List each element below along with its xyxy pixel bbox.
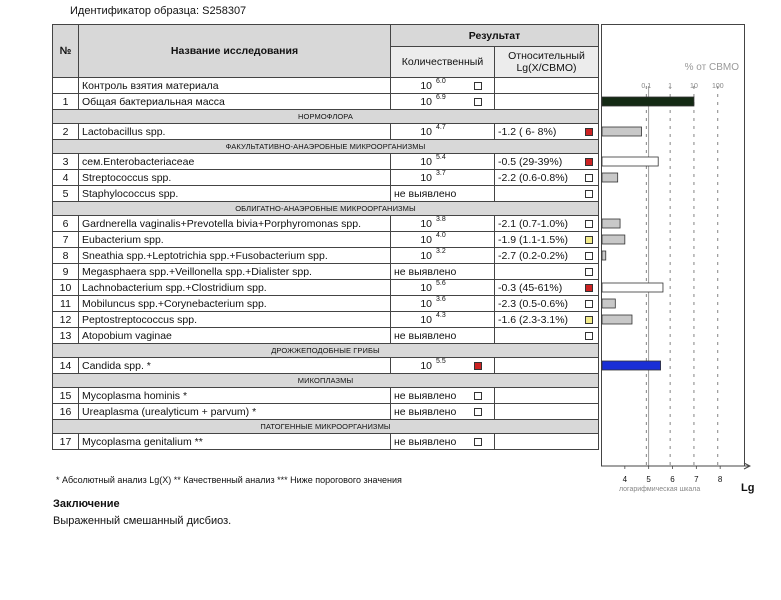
footnote: * Абсолютный анализ Lg(X) ** Качественный анализ *** Ниже порогового значения: [56, 475, 402, 485]
chart-bar: [602, 299, 615, 308]
section-label: НОРМОФЛОРА: [53, 110, 599, 124]
row-number: 4: [53, 170, 79, 186]
rel-status-box: [585, 332, 593, 340]
qty-not-detected: не выявлено: [394, 389, 457, 402]
col-header-result: Результат: [391, 25, 599, 47]
qty-status-box: [474, 98, 482, 106]
qty-base: 10: [420, 217, 432, 230]
qty-status-box: [474, 362, 482, 370]
row-number: 13: [53, 328, 79, 344]
table-row: [53, 296, 599, 312]
test-name: Peptostreptococcus spp.: [79, 312, 391, 328]
col-header-name: Название исследования: [79, 25, 391, 78]
top-tick-label: 10: [690, 83, 698, 90]
table-row: [53, 280, 599, 296]
top-tick-label: 1: [668, 83, 673, 90]
row-number: [53, 78, 79, 94]
section-header: [53, 140, 599, 154]
log-scale-chart: [601, 24, 751, 470]
row-number: 7: [53, 232, 79, 248]
table-row: [53, 216, 599, 232]
qty-base: 10: [420, 281, 432, 294]
relative-value: -0.5 (29-39%): [498, 155, 563, 168]
relative-value: -2.2 (0.6-0.8%): [498, 171, 569, 184]
table-row: [53, 328, 599, 344]
qty-exponent: 5.6: [436, 280, 446, 287]
qty-exponent: 3.2: [436, 248, 446, 255]
relative-value: -2.1 (0.7-1.0%): [498, 217, 569, 230]
test-name: Ureaplasma (urealyticum + parvum) *: [79, 404, 391, 420]
x-tick-label: 7: [694, 475, 699, 484]
qty-exponent: 5.4: [436, 154, 446, 161]
chart-bar: [602, 251, 606, 260]
relative-value: -2.7 (0.2-0.2%): [498, 249, 569, 262]
qty-exponent: 6.9: [436, 94, 446, 101]
qty-exponent: 5.5: [436, 358, 446, 365]
chart-bar: [602, 173, 618, 182]
row-number: 9: [53, 264, 79, 280]
qty-not-detected: не выявлено: [394, 265, 457, 278]
table-row: [53, 170, 599, 186]
table-row: [53, 232, 599, 248]
qty-not-detected: не выявлено: [394, 329, 457, 342]
top-tick-label: 100: [711, 83, 724, 90]
rel-status-box: [585, 252, 593, 260]
col-header-qty: Количественный: [391, 47, 495, 78]
table-row: [53, 124, 599, 140]
rel-status-box: [585, 190, 593, 198]
qty-exponent: 3.7: [436, 170, 446, 177]
test-name: Mycoplasma genitalium **: [79, 434, 391, 450]
col-header-num: №: [53, 25, 79, 78]
axis-scale-label: логарифмическая шкала: [619, 486, 701, 493]
table-row: [53, 434, 599, 450]
section-label: ДРОЖЖЕПОДОБНЫЕ ГРИБЫ: [53, 344, 599, 358]
chart-bar: [602, 315, 632, 324]
qty-status-box: [474, 438, 482, 446]
row-number: 8: [53, 248, 79, 264]
row-number: 5: [53, 186, 79, 202]
section-header: [53, 344, 599, 358]
test-name: Candida spp. *: [79, 358, 391, 374]
test-name: сем.Enterobacteriaceae: [79, 154, 391, 170]
rel-status-box: [585, 128, 593, 136]
qty-not-detected: не выявлено: [394, 187, 457, 200]
x-tick-label: 8: [717, 475, 723, 484]
relative-value: -1.6 (2.3-3.1%): [498, 313, 569, 326]
row-number: 10: [53, 280, 79, 296]
test-name: Контроль взятия материала: [79, 78, 391, 94]
qty-exponent: 6.0: [436, 78, 446, 85]
row-number: 14: [53, 358, 79, 374]
section-header: [53, 420, 599, 434]
table-row: [53, 248, 599, 264]
chart-bar: [602, 219, 620, 228]
x-tick-label: 5: [646, 475, 651, 484]
chart-bar: [602, 127, 642, 136]
qty-exponent: 4.3: [436, 312, 446, 319]
test-name: Eubacterium spp.: [79, 232, 391, 248]
section-header: [53, 374, 599, 388]
row-number: 1: [53, 94, 79, 110]
qty-status-box: [474, 392, 482, 400]
qty-base: 10: [420, 297, 432, 310]
row-number: 17: [53, 434, 79, 450]
qty-base: 10: [420, 313, 432, 326]
qty-base: 10: [420, 249, 432, 262]
qty-base: 10: [420, 125, 432, 138]
axis-end-label: Lg: [741, 482, 755, 494]
row-number: 6: [53, 216, 79, 232]
test-name: Atopobium vaginae: [79, 328, 391, 344]
qty-not-detected: не выявлено: [394, 405, 457, 418]
table-row: [53, 78, 599, 94]
qty-base: 10: [420, 79, 432, 92]
section-header: [53, 202, 599, 216]
row-number: 12: [53, 312, 79, 328]
relative-value: -1.2 ( 6- 8%): [498, 125, 557, 138]
qty-base: 10: [420, 171, 432, 184]
rel-status-box: [585, 268, 593, 276]
rel-status-box: [585, 316, 593, 324]
row-number: 11: [53, 296, 79, 312]
chart-bar: [602, 157, 658, 166]
x-tick-label: 6: [670, 475, 675, 484]
chart-title: % от СВМО: [684, 62, 739, 73]
x-tick-label: 4: [622, 475, 628, 484]
section-label: ФАКУЛЬТАТИВНО-АНАЭРОБНЫЕ МИКРООРГАНИЗМЫ: [53, 140, 599, 154]
test-name: Sneathia spp.+Leptotrichia spp.+Fusobacterium spp.: [79, 248, 391, 264]
qty-exponent: 4.7: [436, 124, 446, 131]
section-label: МИКОПЛАЗМЫ: [53, 374, 599, 388]
results-table: [52, 24, 599, 450]
qty-exponent: 3.6: [436, 296, 446, 303]
row-number: 16: [53, 404, 79, 420]
table-row: [53, 388, 599, 404]
table-row: [53, 154, 599, 170]
section-header: [53, 110, 599, 124]
row-number: 15: [53, 388, 79, 404]
chart-axis-labels: [601, 475, 761, 505]
qty-base: 10: [420, 95, 432, 108]
chart-frame: [602, 25, 745, 467]
rel-status-box: [585, 300, 593, 308]
qty-status-box: [474, 82, 482, 90]
rel-status-box: [585, 284, 593, 292]
section-label: ОБЛИГАТНО-АНАЭРОБНЫЕ МИКРООРГАНИЗМЫ: [53, 202, 599, 216]
qty-exponent: 4.0: [436, 232, 446, 239]
conclusion-text: Выраженный смешанный дисбиоз.: [53, 515, 232, 527]
table-row: [53, 264, 599, 280]
top-tick-label: 0.1: [641, 83, 652, 90]
table-row: [53, 94, 599, 110]
test-name: Lachnobacterium spp.+Clostridium spp.: [79, 280, 391, 296]
rel-status-box: [585, 236, 593, 244]
row-number: 2: [53, 124, 79, 140]
sample-id-label: Идентификатор образца: S258307: [70, 5, 247, 17]
rel-status-box: [585, 174, 593, 182]
section-label: ПАТОГЕННЫЕ МИКРООРГАНИЗМЫ: [53, 420, 599, 434]
chart-bar: [602, 235, 625, 244]
relative-value: -0.3 (45-61%): [498, 281, 563, 294]
table-row: [53, 186, 599, 202]
row-number: 3: [53, 154, 79, 170]
qty-base: 10: [420, 233, 432, 246]
chart-bar: [602, 97, 694, 106]
qty-base: 10: [420, 359, 432, 372]
test-name: Mobiluncus spp.+Corynebacterium spp.: [79, 296, 391, 312]
rel-status-box: [585, 220, 593, 228]
test-name: Mycoplasma hominis *: [79, 388, 391, 404]
test-name: Gardnerella vaginalis+Prevotella bivia+Porphyromonas spp.: [79, 216, 391, 232]
test-name: Staphylococcus spp.: [79, 186, 391, 202]
test-name: Streptococcus spp.: [79, 170, 391, 186]
table-row: [53, 312, 599, 328]
relative-value: -1.9 (1.1-1.5%): [498, 233, 569, 246]
qty-status-box: [474, 408, 482, 416]
table-row: [53, 358, 599, 374]
test-name: Lactobacillus spp.: [79, 124, 391, 140]
test-name: Megasphaera spp.+Veillonella spp.+Dialister spp.: [79, 264, 391, 280]
test-name: Общая бактериальная масса: [79, 94, 391, 110]
qty-base: 10: [420, 155, 432, 168]
relative-value: -2.3 (0.5-0.6%): [498, 297, 569, 310]
col-header-rel: Относительный Lg(X/СВМО): [495, 47, 599, 78]
qty-exponent: 3.8: [436, 216, 446, 223]
rel-status-box: [585, 158, 593, 166]
conclusion-title: Заключение: [53, 498, 120, 510]
qty-not-detected: не выявлено: [394, 435, 457, 448]
chart-bar: [602, 361, 661, 370]
table-row: [53, 404, 599, 420]
chart-bar: [602, 283, 663, 292]
